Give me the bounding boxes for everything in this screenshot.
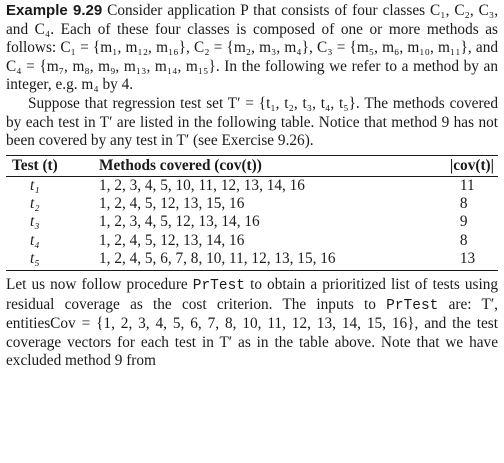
row-methods: 1, 2, 4, 5, 12, 13, 14, 16: [99, 231, 245, 249]
table-row: [6, 176, 498, 195]
procedure-text-1: Let us now follow procedure: [6, 275, 193, 293]
header-methods: Methods covered (cov(t)): [99, 155, 450, 176]
document-page: [6, 2, 498, 371]
table-row: [6, 213, 498, 231]
row-test: t₅: [6, 250, 99, 271]
row-test: t₃: [30, 213, 40, 231]
example-paragraph-2: Suppose that regression test set T′ = {t₁, t₂, t₃, t₄, t₅}. The methods covered by each test in T′ are listed in the following table. Notice that method 9 has not been covered by any test in T′ (see Exercise 9.26).: [6, 94, 498, 150]
procedure-name: PrTest: [192, 277, 245, 294]
procedure-text-2: to obtain a prioritized list of tests using residual coverage as the cost criterion. The inputs to: [6, 275, 498, 313]
example-text-1: Consider application P that consists of four classes C₁, C₂, C₃, and C₄. Each of these four classes is composed of one or more methods as follows: C₁ = {m₁, m₁₂, m₁₆}, C₂ = {m₂, m₃, m₄}, C₃ = {m₅, m₆, m₁₀, m₁₁}, and C₄ = {m₇, m₈, m₉, m₁₃, m₁₄, m₁₅}. In the following we refer to a method by an integer, e.g. m₄ by 4.: [6, 2, 499, 94]
row-methods: 1, 2, 3, 4, 5, 12, 13, 14, 16: [99, 213, 260, 231]
procedure-paragraph: [6, 276, 498, 371]
header-count: |cov(t)|: [450, 155, 498, 176]
row-test: t₂: [30, 195, 40, 213]
row-test: t₄: [30, 231, 40, 249]
example-paragraph-1: [6, 2, 498, 95]
header-test: Test (t): [6, 155, 99, 176]
example-label: Example 9.29: [6, 2, 103, 19]
procedure-text-3: are: T′, entitiesCov = {1, 2, 3, 4, 5, 6, 7, 8, 10, 11, 12, 13, 14, 15, 16}, and the test coverage vectors for each test in T′ as in the table above. Note that we have excluded method 9 from: [6, 295, 498, 370]
row-test: t₁: [30, 176, 40, 194]
row-count: 11: [459, 176, 475, 194]
procedure-name: PrTest: [386, 297, 439, 314]
row-count: 13: [450, 250, 498, 271]
row-methods: 1, 2, 3, 4, 5, 10, 11, 12, 13, 14, 16: [99, 176, 305, 194]
row-count: 9: [459, 213, 468, 231]
table-row: [6, 195, 498, 213]
coverage-table: [6, 155, 498, 271]
table-row: [6, 250, 498, 271]
row-count: 8: [459, 195, 468, 213]
row-methods: 1, 2, 4, 5, 12, 13, 15, 16: [99, 195, 245, 213]
row-methods: 1, 2, 4, 5, 6, 7, 8, 10, 11, 12, 13, 15, 16: [99, 250, 450, 271]
row-count: 8: [459, 231, 468, 249]
table-row: [6, 232, 498, 250]
table-header-row: [6, 155, 498, 176]
